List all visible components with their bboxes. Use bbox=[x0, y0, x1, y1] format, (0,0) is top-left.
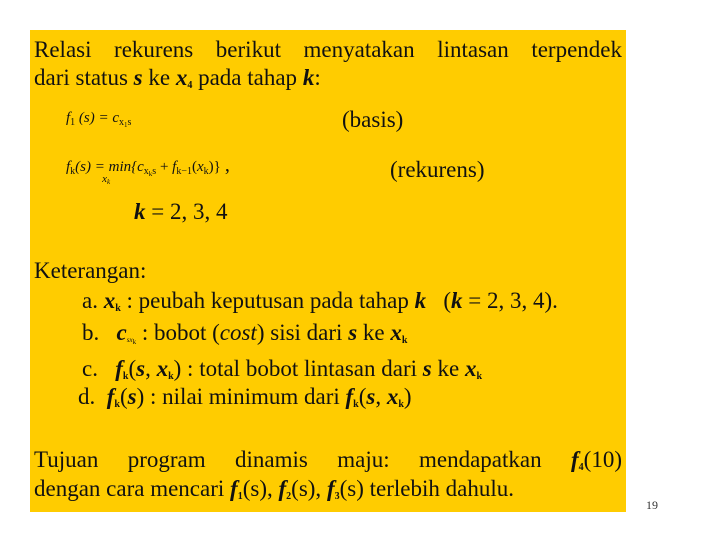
goal-line-1: Tujuan program dinamis maju: mendapatkan $f_4(10)$ bbox=[34, 447, 622, 473]
item-a: a. $x_k$ : peubah keputusan pada tahap k (k = 2, 3, 4). bbox=[82, 288, 558, 314]
slide-number: 19 bbox=[646, 498, 658, 512]
intro-line-1: Relasi rekurens berikut menyatakan lintasan terpendek bbox=[34, 37, 622, 62]
item-b: b. $c_{sx_k}$ : bobot (cost) sisi dari s ke $x_k$ bbox=[82, 320, 408, 346]
goal-line-2: dengan cara mencari $f_1(s)$, $f_2(s)$, $f_3(s)$ terlebih dahulu. bbox=[34, 476, 514, 502]
intro-line-2: dari status s ke $x_4$ pada tahap k: bbox=[34, 65, 321, 91]
basis-label: (basis) bbox=[342, 107, 404, 132]
item-d: d. $f_k(s)$ : nilai minimum dari $f_k(s$, $x_k$) bbox=[78, 384, 412, 410]
recurrence-label: (rekurens) bbox=[390, 157, 485, 182]
k-range: k = 2, 3, 4 bbox=[134, 199, 228, 224]
keterangan-heading: Keterangan: bbox=[34, 258, 147, 283]
slide-panel bbox=[30, 30, 626, 512]
basis-formula: $f_1$ $(s) = c_{x_1s}$ bbox=[66, 110, 132, 129]
recurrence-formula: $f_k(s) = \min${ $x_k$ $c_{x_ks} + f_{k-1}(x_k)$} , bbox=[66, 154, 230, 186]
item-c: c. $f_k(s$, $x_k$) : total bobot lintasan dari s ke $x_k$ bbox=[82, 356, 482, 382]
